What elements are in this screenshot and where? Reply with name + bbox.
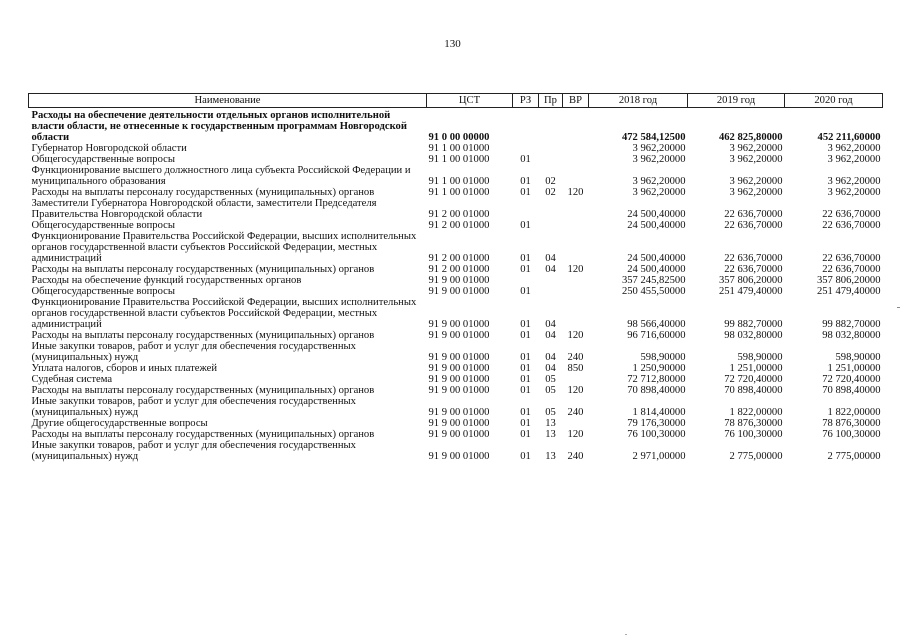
row-pr: 13 [545, 418, 556, 429]
row-vr [563, 297, 589, 330]
row-2019: 22 636,70000 [724, 209, 783, 220]
row-cst: 91 9 00 01000 [428, 286, 490, 297]
row-2020: 598,90000 [835, 352, 881, 363]
row-2018: 2 971,00000 [632, 451, 686, 462]
row-2018: 250 455,50000 [621, 286, 686, 297]
row-2020: 3 962,20000 [827, 187, 881, 198]
budget-table [28, 93, 883, 462]
row-rz: 01 [520, 253, 531, 264]
row-2018: 72 712,80000 [627, 374, 686, 385]
row-cst: 91 9 00 01000 [428, 363, 490, 374]
row-pr: 05 [545, 407, 556, 418]
row-2019: 251 479,40000 [718, 286, 783, 297]
row-rz: 01 [520, 264, 531, 275]
row-2019: 22 636,70000 [724, 264, 783, 275]
row-name: Расходы на обеспечение функций государственных органов [31, 275, 302, 286]
row-2018: 76 100,30000 [627, 429, 686, 440]
row-2018: 472 584,12500 [621, 132, 686, 143]
row-name: Заместители Губернатора Новгородской области, заместители Председателя Правительства Новгородской области [31, 198, 377, 220]
table-row [29, 440, 883, 462]
row-2019: 70 898,40000 [724, 385, 783, 396]
row-pr: 04 [545, 363, 556, 374]
row-rz: 01 [520, 330, 531, 341]
header-2019: 2019 год [688, 94, 785, 108]
row-rz [513, 108, 539, 144]
row-pr: 05 [545, 374, 556, 385]
row-2018: 70 898,40000 [627, 385, 686, 396]
table-row [29, 198, 883, 220]
row-pr: 05 [545, 385, 556, 396]
row-pr: 04 [545, 330, 556, 341]
row-rz: 01 [520, 286, 531, 297]
row-name: Общегосударственные вопросы [31, 286, 175, 297]
row-cst: 91 9 00 01000 [428, 407, 490, 418]
table-row [29, 220, 883, 231]
row-pr [539, 286, 563, 297]
row-vr: 240 [567, 407, 584, 418]
row-rz: 01 [520, 418, 531, 429]
row-2019: 98 032,80000 [724, 330, 783, 341]
table-row [29, 187, 883, 198]
table-row [29, 418, 883, 429]
row-2020: 2 775,00000 [827, 451, 881, 462]
row-rz [513, 143, 539, 154]
row-cst: 91 9 00 01000 [428, 451, 490, 462]
row-vr: 240 [567, 451, 584, 462]
table-row [29, 143, 883, 154]
header-cst: ЦСТ [427, 94, 513, 108]
row-cst: 91 9 00 01000 [428, 352, 490, 363]
table-row [29, 330, 883, 341]
row-cst: 91 9 00 01000 [428, 429, 490, 440]
table-row [29, 231, 883, 264]
row-vr: 120 [567, 330, 584, 341]
row-cst: 91 2 00 01000 [428, 209, 490, 220]
row-rz: 01 [520, 154, 531, 165]
row-vr: 240 [567, 352, 584, 363]
row-rz [513, 198, 539, 220]
row-2019: 3 962,20000 [729, 143, 783, 154]
row-cst: 91 9 00 01000 [428, 418, 490, 429]
row-name: Судебная система [31, 374, 113, 385]
row-vr [563, 275, 589, 286]
row-2019: 598,90000 [737, 352, 783, 363]
row-rz: 01 [520, 407, 531, 418]
row-2020: 1 251,00000 [827, 363, 881, 374]
row-2019: 99 882,70000 [724, 319, 783, 330]
row-name: Общегосударственные вопросы [31, 154, 175, 165]
row-name: Другие общегосударственные вопросы [31, 418, 208, 429]
row-cst: 91 2 00 01000 [428, 264, 490, 275]
row-vr: 120 [567, 385, 584, 396]
row-2019: 357 806,20000 [718, 275, 783, 286]
row-pr [539, 108, 563, 144]
row-cst: 91 1 00 01000 [428, 187, 490, 198]
table-body [29, 108, 883, 463]
row-2018: 1 250,90000 [632, 363, 686, 374]
row-2019: 3 962,20000 [729, 187, 783, 198]
row-2018: 96 716,60000 [627, 330, 686, 341]
row-pr: 02 [545, 187, 556, 198]
row-2020: 251 479,40000 [816, 286, 881, 297]
row-cst: 91 9 00 01000 [428, 330, 490, 341]
row-name: Иные закупки товаров, работ и услуг для обеспечения государственных (муниципальных) нужд [31, 440, 356, 462]
row-name: Расходы на обеспечение деятельности отдельных органов исполнительной власти области, не отнесенные к государственным программам Новгородской области [31, 110, 407, 143]
row-pr [539, 143, 563, 154]
table-row [29, 374, 883, 385]
row-cst: 91 9 00 01000 [428, 385, 490, 396]
row-name: Расходы на выплаты персоналу государственных (муниципальных) органов [31, 385, 375, 396]
row-2020: 3 962,20000 [827, 176, 881, 187]
row-2019: 1 251,00000 [729, 363, 783, 374]
row-vr [563, 108, 589, 144]
row-2020: 70 898,40000 [822, 385, 881, 396]
row-2018: 24 500,40000 [627, 253, 686, 264]
row-2018: 357 245,82500 [621, 275, 686, 286]
page-number: 130 [444, 38, 461, 50]
row-pr [539, 198, 563, 220]
row-rz: 01 [520, 220, 531, 231]
scan-mark [625, 634, 627, 635]
row-pr: 04 [545, 264, 556, 275]
table-header-row [29, 94, 883, 108]
row-vr: 120 [567, 264, 584, 275]
row-pr [539, 220, 563, 231]
row-2019: 3 962,20000 [729, 176, 783, 187]
header-rz: РЗ [513, 94, 539, 108]
row-2019: 3 962,20000 [729, 154, 783, 165]
row-cst: 91 0 00 00000 [428, 132, 490, 143]
row-rz: 01 [520, 451, 531, 462]
header-2018: 2018 год [589, 94, 688, 108]
table-row [29, 286, 883, 297]
row-2020: 22 636,70000 [822, 264, 881, 275]
header-2020: 2020 год [785, 94, 883, 108]
row-name: Функционирование Правительства Российской Федерации, высших исполнительных органов государственной власти субъектов Российской Федерации, местных администраций [31, 297, 417, 330]
row-cst: 91 1 00 01000 [428, 176, 490, 187]
row-2018: 24 500,40000 [627, 264, 686, 275]
row-2019: 2 775,00000 [729, 451, 783, 462]
row-name: Иные закупки товаров, работ и услуг для обеспечения государственных (муниципальных) нужд [31, 396, 356, 418]
row-pr: 02 [545, 176, 556, 187]
row-2019: 22 636,70000 [724, 253, 783, 264]
row-cst: 91 9 00 01000 [428, 275, 490, 286]
row-name: Расходы на выплаты персоналу государственных (муниципальных) органов [31, 264, 375, 275]
table-row [29, 275, 883, 286]
row-2019: 72 720,40000 [724, 374, 783, 385]
row-2020: 3 962,20000 [827, 154, 881, 165]
row-vr [563, 198, 589, 220]
row-2019: 78 876,30000 [724, 418, 783, 429]
row-rz: 01 [520, 187, 531, 198]
row-vr [563, 143, 589, 154]
row-2020: 72 720,40000 [822, 374, 881, 385]
row-2018: 98 566,40000 [627, 319, 686, 330]
table-row [29, 341, 883, 363]
row-vr: 120 [567, 429, 584, 440]
row-vr [563, 220, 589, 231]
row-rz: 01 [520, 176, 531, 187]
row-name: Расходы на выплаты персоналу государственных (муниципальных) органов [31, 429, 375, 440]
row-cst: 91 2 00 01000 [428, 253, 490, 264]
row-vr [563, 231, 589, 264]
row-cst: 91 9 00 01000 [428, 319, 490, 330]
header-pr: Пр [539, 94, 563, 108]
row-2018: 3 962,20000 [632, 176, 686, 187]
row-name: Расходы на выплаты персоналу государственных (муниципальных) органов [31, 330, 375, 341]
row-2020: 99 882,70000 [822, 319, 881, 330]
row-vr: 850 [567, 363, 584, 374]
row-name: Иные закупки товаров, работ и услуг для обеспечения государственных (муниципальных) нужд [31, 341, 356, 363]
row-pr: 13 [545, 429, 556, 440]
row-cst: 91 1 00 01000 [428, 154, 490, 165]
row-rz: 01 [520, 363, 531, 374]
row-pr: 13 [545, 451, 556, 462]
table-row [29, 297, 883, 330]
row-2019: 22 636,70000 [724, 220, 783, 231]
row-rz [513, 275, 539, 286]
row-name: Функционирование Правительства Российской Федерации, высших исполнительных органов государственной власти субъектов Российской Федерации, местных администраций [31, 231, 417, 264]
row-vr [563, 418, 589, 429]
row-pr [539, 154, 563, 165]
row-2020: 3 962,20000 [827, 143, 881, 154]
row-vr [563, 374, 589, 385]
row-name: Общегосударственные вопросы [31, 220, 175, 231]
row-2018: 1 814,40000 [632, 407, 686, 418]
row-2020: 357 806,20000 [816, 275, 881, 286]
table-row [29, 429, 883, 440]
row-2020: 22 636,70000 [822, 209, 881, 220]
row-rz: 01 [520, 319, 531, 330]
row-vr [563, 165, 589, 187]
row-2020: 22 636,70000 [822, 253, 881, 264]
row-name: Губернатор Новгородской области [31, 143, 187, 154]
row-rz: 01 [520, 429, 531, 440]
row-cst: 91 2 00 01000 [428, 220, 490, 231]
row-name: Функционирование высшего должностного лица субъекта Российской Федерации и муниципального образования [31, 165, 411, 187]
row-pr: 04 [545, 253, 556, 264]
row-vr: 120 [567, 187, 584, 198]
row-pr [539, 275, 563, 286]
table-row [29, 264, 883, 275]
table-row [29, 108, 883, 144]
row-2020: 1 822,00000 [827, 407, 881, 418]
row-vr [563, 154, 589, 165]
row-2020: 452 211,60000 [817, 132, 881, 143]
table-row [29, 154, 883, 165]
table-row [29, 385, 883, 396]
table-row [29, 165, 883, 187]
row-pr: 04 [545, 319, 556, 330]
row-name: Расходы на выплаты персоналу государственных (муниципальных) органов [31, 187, 375, 198]
row-2018: 3 962,20000 [632, 143, 686, 154]
row-name: Уплата налогов, сборов и иных платежей [31, 363, 218, 374]
row-2020: 78 876,30000 [822, 418, 881, 429]
row-2020: 76 100,30000 [822, 429, 881, 440]
row-rz: 01 [520, 374, 531, 385]
row-2019: 76 100,30000 [724, 429, 783, 440]
row-pr: 04 [545, 352, 556, 363]
row-2018: 24 500,40000 [627, 209, 686, 220]
row-2020: 22 636,70000 [822, 220, 881, 231]
scan-mark [897, 307, 900, 308]
row-cst: 91 9 00 01000 [428, 374, 490, 385]
row-cst: 91 1 00 01000 [428, 143, 490, 154]
row-2019: 1 822,00000 [729, 407, 783, 418]
row-2018: 3 962,20000 [632, 187, 686, 198]
header-vr: ВР [563, 94, 589, 108]
row-2019: 462 825,80000 [718, 132, 783, 143]
row-vr [563, 286, 589, 297]
header-name: Наименование [29, 94, 427, 108]
row-rz: 01 [520, 385, 531, 396]
row-2018: 24 500,40000 [627, 220, 686, 231]
table-row [29, 396, 883, 418]
row-2018: 598,90000 [640, 352, 686, 363]
row-2018: 79 176,30000 [627, 418, 686, 429]
table-row [29, 363, 883, 374]
row-rz: 01 [520, 352, 531, 363]
row-2020: 98 032,80000 [822, 330, 881, 341]
row-2018: 3 962,20000 [632, 154, 686, 165]
